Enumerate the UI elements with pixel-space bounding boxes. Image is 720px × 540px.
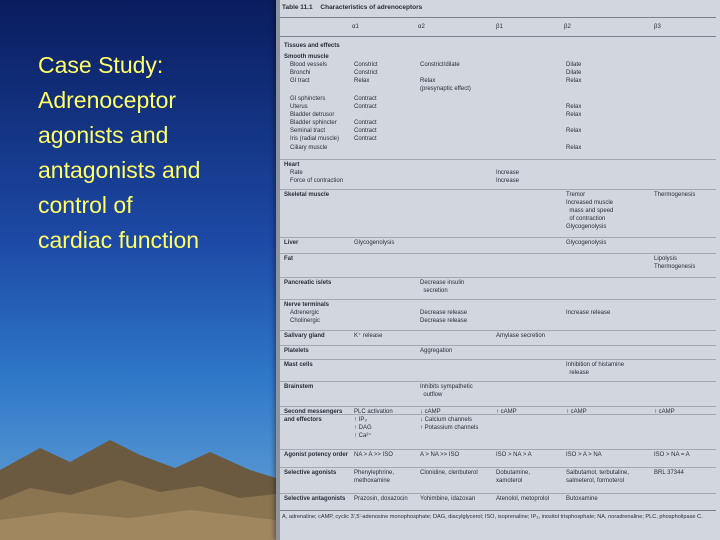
row-label: Selective antagonists xyxy=(284,496,346,502)
table-number: Table 11.1 xyxy=(282,4,313,11)
row-divider xyxy=(280,493,716,494)
table-footnote: A, adrenaline; cAMP, cyclic 3',5'-adenosine monophosphate; DAG, diacylglycerol; ISO, isoprenaline; IP₃, inositol trisphosphate; NA, noradrenaline; PLC, phospholipase C. xyxy=(282,514,703,520)
row-divider xyxy=(280,414,716,415)
table-cell: Yohimbine, idazoxan xyxy=(420,496,476,502)
table-cell: Amylase secretion xyxy=(496,333,546,339)
table-cell: Increase xyxy=(496,170,520,176)
row-divider xyxy=(280,299,716,300)
row-label: Liver xyxy=(284,240,299,246)
table-cell: Increase xyxy=(496,178,520,184)
row-label: Iris (radial muscle) xyxy=(290,136,340,142)
row-divider xyxy=(280,277,716,278)
table-cell: Phenylephrine, xyxy=(354,470,395,476)
table-cell: Inhibition of histamine xyxy=(566,362,625,368)
table-cell: Tremor xyxy=(566,192,586,198)
row-label: Brainstem xyxy=(284,384,314,390)
table-caption xyxy=(282,4,422,11)
table-cell: outflow xyxy=(420,392,443,398)
table-cell: ↓ cAMP xyxy=(420,409,441,415)
row-label: Platelets xyxy=(284,348,309,354)
row-label: Uterus xyxy=(290,104,308,110)
table-cell: ↓ Calcium channels xyxy=(420,417,473,423)
table-cell: A > NA >> ISO xyxy=(420,452,460,458)
table-cell: Contract xyxy=(354,120,377,126)
section-header: Tissues and effects xyxy=(284,43,340,49)
title-line: antagonists and xyxy=(38,157,201,183)
row-label: GI tract xyxy=(290,78,310,84)
table-cell: Lipolysis xyxy=(654,256,678,262)
table-cell: Increase release xyxy=(566,310,611,316)
table-cell: Thermogenesis xyxy=(654,264,696,270)
table-cell: Dilate xyxy=(566,62,582,68)
table-cell: Constrict xyxy=(354,70,378,76)
table-cell: Contract xyxy=(354,96,377,102)
table-cell: ↑ Potassium channels xyxy=(420,425,479,431)
row-divider xyxy=(280,359,716,360)
table-cell: Aggregation xyxy=(420,348,453,354)
row-divider xyxy=(280,467,716,468)
row-label: Salivary gland xyxy=(284,333,325,339)
title-line: Adrenoceptor xyxy=(38,87,177,113)
title-line: control of xyxy=(38,192,133,218)
row-divider xyxy=(280,330,716,331)
row-divider xyxy=(280,345,716,346)
table-cell: release xyxy=(566,370,590,376)
table-cell: Butoxamine xyxy=(566,496,598,502)
table-cell: salmeterol, formoterol xyxy=(566,478,625,484)
row-label: Skeletal muscle xyxy=(284,192,330,198)
table-cell: Contract xyxy=(354,136,377,142)
table-cell: K⁺ release xyxy=(354,333,383,339)
row-label: Pancreatic islets xyxy=(284,280,332,286)
row-label: GI sphincters xyxy=(290,96,326,102)
table-cell: Relax xyxy=(420,78,436,84)
table-cell: Glycogenolysis xyxy=(566,224,607,230)
table-cell: secretion xyxy=(420,288,448,294)
row-divider xyxy=(280,189,716,190)
col-header: β3 xyxy=(654,24,661,30)
row-divider xyxy=(280,381,716,382)
table-cell: methoxamine xyxy=(354,478,391,484)
page-edge xyxy=(276,0,280,540)
row-label: Rate xyxy=(290,170,303,176)
table-cell: Contract xyxy=(354,128,377,134)
table-cell: ISO > NA > A xyxy=(496,452,532,458)
row-label: Blood vessels xyxy=(290,62,328,68)
row-label: Force of contraction xyxy=(290,178,344,184)
table-cell: BRL 37344 xyxy=(654,470,684,476)
table-cell: Decrease release xyxy=(420,318,468,324)
table-cell: Relax xyxy=(354,78,370,84)
table-cell: ↑ Ca²⁺ xyxy=(354,433,372,439)
row-label: Agonist potency order xyxy=(284,452,349,458)
row-divider xyxy=(280,159,716,160)
row-label: Bronchi xyxy=(290,70,311,76)
row-label: Mast cells xyxy=(284,362,313,368)
table-cell: Prazosin, doxazocin xyxy=(354,496,408,502)
row-divider xyxy=(280,406,716,407)
row-label: Cholinergic xyxy=(290,318,321,324)
table-cell: Salbutamol, terbutaline, xyxy=(566,470,630,476)
table-cell: Glycogenolysis xyxy=(354,240,395,246)
table-cell: Atenolol, metoprolol xyxy=(496,496,550,502)
table-cell: Increased muscle xyxy=(566,200,614,206)
table-image xyxy=(276,0,720,540)
table-cell: (presynaptic effect) xyxy=(420,86,471,92)
title-line: cardiac function xyxy=(38,227,200,253)
table-cell: Relax xyxy=(566,145,582,151)
table-cell: Inhibits sympathetic xyxy=(420,384,473,390)
row-label: Seminal tract xyxy=(290,128,326,134)
table-cell: ISO > NA = A xyxy=(654,452,690,458)
row-label: Smooth muscle xyxy=(284,54,329,60)
table-cell: Dilate xyxy=(566,70,582,76)
table-caption-text: Characteristics of adrenoceptors xyxy=(320,4,423,11)
row-label: Fat xyxy=(284,256,293,262)
table-cell: ↑ IP₃ xyxy=(354,417,367,423)
table-cell: ↑ cAMP xyxy=(496,409,517,415)
table-cell: Thermogenesis xyxy=(654,192,696,198)
bottom-rule xyxy=(280,510,716,511)
table-cell: Relax xyxy=(566,104,582,110)
table-cell: NA > A >> ISO xyxy=(354,452,393,458)
table-cell: of contraction xyxy=(566,216,606,222)
row-divider xyxy=(280,449,716,450)
table-cell: Glycogenolysis xyxy=(566,240,607,246)
title-line: agonists and xyxy=(38,122,169,148)
row-label: Bladder sphincter xyxy=(290,120,337,126)
table-cell: Decrease insulin xyxy=(420,280,465,286)
table-cell: Contract xyxy=(354,104,377,110)
slide-title xyxy=(38,48,268,258)
row-label: Adrenergic xyxy=(290,310,320,316)
row-label: and effectors xyxy=(284,417,322,423)
table-cell: Decrease release xyxy=(420,310,468,316)
col-header: α2 xyxy=(418,24,425,30)
top-rule xyxy=(280,17,716,18)
table-cell: ↑ DAG xyxy=(354,425,372,431)
row-label: Second messengers xyxy=(284,409,343,415)
table-cell: PLC activation xyxy=(354,409,393,415)
table-cell: Relax xyxy=(566,78,582,84)
col-header: α1 xyxy=(352,24,359,30)
header-rule xyxy=(280,36,716,37)
table-cell: mass and speed xyxy=(566,208,614,214)
row-label: Nerve terminals xyxy=(284,302,330,308)
table-cell: xamoterol xyxy=(496,478,523,484)
table-cell: Constrict xyxy=(354,62,378,68)
table-cell: Relax xyxy=(566,112,582,118)
table-cell: ↑ cAMP xyxy=(654,409,675,415)
row-label: Bladder detrusor xyxy=(290,112,335,118)
col-header: β2 xyxy=(564,24,571,30)
row-divider xyxy=(280,253,716,254)
row-label: Heart xyxy=(284,162,300,168)
title-line: Case Study: xyxy=(38,52,164,78)
table-cell: Clonidine, clenbuterol xyxy=(420,470,478,476)
row-label: Selective agonists xyxy=(284,470,337,476)
table-cell: Constrict/dilate xyxy=(420,62,460,68)
table-cell: Relax xyxy=(566,128,582,134)
table-cell: ISO > A > NA xyxy=(566,452,602,458)
row-divider xyxy=(280,237,716,238)
row-label: Ciliary muscle xyxy=(290,145,328,151)
table-cell: ↑ cAMP xyxy=(566,409,587,415)
col-header: β1 xyxy=(496,24,503,30)
table-cell: Dobutamine, xyxy=(496,470,531,476)
